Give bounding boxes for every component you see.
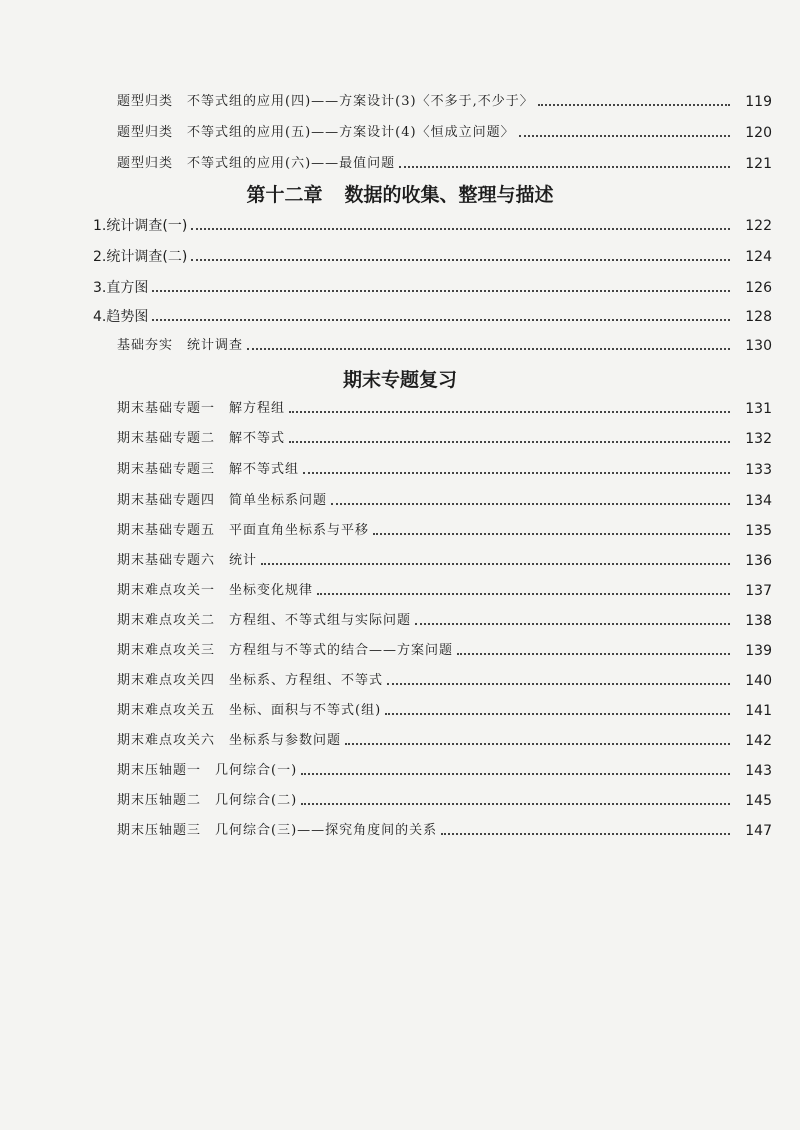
- entry-category: 期末难点攻关三: [117, 643, 216, 658]
- dot-leader: [399, 166, 730, 168]
- entry-page: 145: [745, 793, 772, 809]
- toc-entry: [0, 637, 800, 659]
- entry-title: 解不等式: [229, 431, 286, 446]
- toc-entry: [0, 119, 800, 141]
- entry-page: 143: [745, 763, 772, 779]
- toc-entry: [0, 577, 800, 599]
- entry-page: 135: [745, 523, 772, 539]
- entry-page: 133: [745, 462, 772, 478]
- chapter-number: 第十二章: [246, 184, 323, 206]
- entry-title: 统计调查: [187, 338, 244, 353]
- entry-title: 几何综合(一): [215, 763, 298, 778]
- dot-leader: [301, 803, 730, 805]
- entry-title: 方程组、不等式组与实际问题: [229, 613, 412, 628]
- toc-entry: [0, 303, 800, 325]
- dot-leader: [289, 441, 730, 443]
- dot-leader: [247, 348, 730, 350]
- entry-page: 139: [745, 643, 772, 659]
- entry-category: 题型归类: [117, 156, 174, 171]
- toc-entry: [0, 456, 800, 478]
- entry-title: 坐标系与参数问题: [229, 733, 342, 748]
- entry-page: 130: [745, 338, 772, 354]
- dot-leader: [317, 593, 730, 595]
- entry-page: 128: [745, 309, 772, 325]
- entry-page: 134: [745, 493, 772, 509]
- dot-leader: [152, 319, 730, 321]
- dot-leader: [289, 411, 730, 413]
- entry-category: 基础夯实: [117, 338, 174, 353]
- section-title: 3.直方图: [93, 280, 149, 296]
- entry-category: 期末难点攻关二: [117, 613, 216, 628]
- toc-entry: [0, 607, 800, 629]
- entry-category: 期末压轴题一: [117, 763, 202, 778]
- dot-leader: [457, 653, 730, 655]
- entry-page: 124: [745, 249, 772, 265]
- entry-title: 不等式组的应用(五)——方案设计(4)〈恒成立问题〉: [187, 125, 515, 140]
- entry-category: 题型归类: [117, 125, 174, 140]
- toc-entry: [0, 150, 800, 172]
- dot-leader: [373, 533, 730, 535]
- entry-title: 几何综合(三)——探究角度间的关系: [215, 823, 438, 838]
- entry-category: 期末基础专题四: [117, 493, 216, 508]
- entry-category: 期末基础专题一: [117, 401, 216, 416]
- dot-leader: [385, 713, 730, 715]
- toc-entry: [0, 212, 800, 234]
- entry-page: 132: [745, 431, 772, 447]
- toc-entry: [0, 395, 800, 417]
- entry-title: 解不等式组: [229, 462, 300, 477]
- entry-title: 几何综合(二): [215, 793, 298, 808]
- entry-page: 137: [745, 583, 772, 599]
- dot-leader: [441, 833, 730, 835]
- entry-category: 期末压轴题二: [117, 793, 202, 808]
- dot-leader: [152, 290, 730, 292]
- section-title: 1.统计调查(一): [93, 218, 188, 234]
- entry-category: 期末难点攻关六: [117, 733, 216, 748]
- dot-leader: [331, 503, 730, 505]
- dot-leader: [415, 623, 730, 625]
- entry-page: 119: [745, 94, 772, 110]
- dot-leader: [191, 228, 730, 230]
- entry-page: 126: [745, 280, 772, 296]
- entry-category: 期末难点攻关四: [117, 673, 216, 688]
- section-title: 2.统计调查(二): [93, 249, 188, 265]
- dot-leader: [261, 563, 730, 565]
- entry-page: 147: [745, 823, 772, 839]
- dot-leader: [387, 683, 730, 685]
- entry-page: 141: [745, 703, 772, 719]
- toc-entry: [0, 787, 800, 809]
- entry-title: 坐标变化规律: [229, 583, 314, 598]
- entry-page: 140: [745, 673, 772, 689]
- entry-title: 统计: [229, 553, 258, 568]
- entry-title: 不等式组的应用(六)——最值问题: [187, 156, 396, 171]
- toc-entry: [0, 517, 800, 539]
- entry-category: 期末压轴题三: [117, 823, 202, 838]
- dot-leader: [301, 773, 730, 775]
- entry-category: 期末基础专题三: [117, 462, 216, 477]
- entry-title: 方程组与不等式的结合——方案问题: [229, 643, 454, 658]
- entry-category: 期末难点攻关一: [117, 583, 216, 598]
- entry-title: 坐标、面积与不等式(组): [229, 703, 382, 718]
- toc-entry: [0, 425, 800, 447]
- dot-leader: [538, 104, 730, 106]
- entry-title: 简单坐标系问题: [229, 493, 328, 508]
- toc-entry: [0, 487, 800, 509]
- toc-entry: [0, 727, 800, 749]
- entry-page: 121: [745, 156, 772, 172]
- toc-entry: [0, 274, 800, 296]
- entry-page: 131: [745, 401, 772, 417]
- section-title: 4.趋势图: [93, 309, 149, 325]
- chapter-title: 数据的收集、整理与描述: [344, 184, 554, 206]
- toc-entry: [0, 332, 800, 354]
- chapter-heading: [0, 180, 800, 207]
- entry-page: 122: [745, 218, 772, 234]
- entry-title: 解方程组: [229, 401, 286, 416]
- dot-leader: [519, 135, 730, 137]
- entry-category: 题型归类: [117, 94, 174, 109]
- toc-entry: [0, 243, 800, 265]
- entry-category: 期末难点攻关五: [117, 703, 216, 718]
- entry-category: 期末基础专题六: [117, 553, 216, 568]
- final-review-heading: 期末专题复习: [342, 369, 457, 391]
- entry-title: 坐标系、方程组、不等式: [229, 673, 384, 688]
- entry-page: 120: [745, 125, 772, 141]
- toc-entry: [0, 817, 800, 839]
- entry-category: 期末基础专题二: [117, 431, 216, 446]
- entry-title: 平面直角坐标系与平移: [229, 523, 370, 538]
- entry-category: 期末基础专题五: [117, 523, 216, 538]
- dot-leader: [345, 743, 730, 745]
- toc-entry: [0, 667, 800, 689]
- dot-leader: [303, 472, 730, 474]
- entry-page: 136: [745, 553, 772, 569]
- entry-page: 142: [745, 733, 772, 749]
- toc-entry: [0, 697, 800, 719]
- dot-leader: [191, 259, 730, 261]
- toc-entry: [0, 757, 800, 779]
- entry-title: 不等式组的应用(四)——方案设计(3)〈不多于,不少于〉: [187, 94, 534, 109]
- toc-entry: [0, 547, 800, 569]
- entry-page: 138: [745, 613, 772, 629]
- toc-entry: [0, 88, 800, 110]
